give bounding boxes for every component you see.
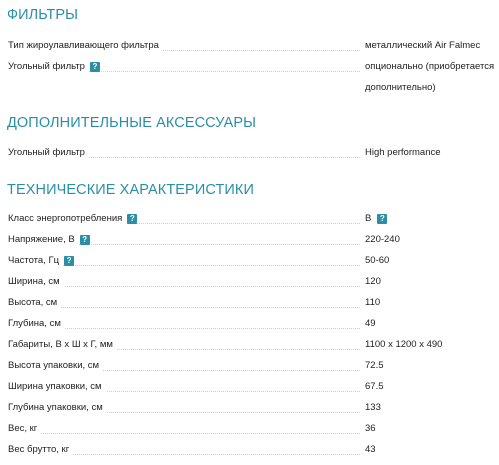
spec-value: B [365,213,372,224]
spec-label: Угольный фильтр [8,60,89,73]
spec-row-grease-filter [0,39,499,55]
spec-row-width [0,275,499,291]
spec-value: 43 [365,444,376,455]
spec-label: Глубина, см [8,317,65,330]
spec-value: 50-60 [365,255,390,266]
spec-value: High performance [365,147,441,158]
spec-label: Высота упаковки, см [8,359,103,372]
spec-label: Угольный фильтр [8,146,89,159]
spec-value: 49 [365,318,376,329]
spec-label: Частота, Гц [8,254,63,267]
spec-row-voltage [0,233,499,249]
spec-row-depth [0,317,499,333]
spec-row-gross-weight [0,443,499,459]
spec-row-frequency [0,254,499,270]
spec-value-line: дополнительно) [365,82,436,93]
spec-row-dimensions [0,338,499,354]
help-icon[interactable]: ? [127,214,137,224]
spec-label: Класс энергопотребления [8,212,126,225]
section-title-specs: ТЕХНИЧЕСКИЕ ХАРАКТЕРИСТИКИ [7,182,254,198]
spec-label: Глубина упаковки, см [8,401,107,414]
spec-value: 120 [365,276,381,287]
spec-label: Ширина упаковки, см [8,380,106,393]
spec-label: Вес, кг [8,422,41,435]
spec-label: Тип жироулавливающего фильтра [8,39,163,52]
help-icon[interactable]: ? [64,256,74,266]
spec-row-package-depth [0,401,499,417]
spec-label: Ширина, см [8,275,64,288]
spec-value: 67.5 [365,381,384,392]
spec-value: 133 [365,402,381,413]
spec-label: Высота, см [8,296,61,309]
spec-row-energy-class [0,212,499,228]
spec-value: 1100 x 1200 x 490 [365,339,443,350]
section-title-filters: ФИЛЬТРЫ [7,7,79,23]
spec-value: 220-240 [365,234,400,245]
help-icon[interactable]: ? [377,214,387,224]
row-divider [8,433,360,434]
spec-row-package-width [0,380,499,396]
spec-row-height [0,296,499,312]
spec-value: 110 [365,297,381,308]
spec-row-carbon-filter [0,60,499,94]
help-icon[interactable]: ? [80,235,90,245]
spec-label: Габариты, В х Ш х Г, мм [8,338,117,351]
spec-value [365,56,494,98]
help-icon[interactable]: ? [90,62,100,72]
section-title-accessories: ДОПОЛНИТЕЛЬНЫЕ АКСЕССУАРЫ [7,115,257,131]
spec-row-weight [0,422,499,438]
spec-label: Вес брутто, кг [8,443,73,456]
spec-label: Напряжение, В [8,233,79,246]
spec-row-accessory-carbon-filter [0,146,499,162]
spec-value-line: опционально (приобретается [365,61,495,72]
spec-value: 72.5 [365,360,384,371]
spec-value: 36 [365,423,376,434]
spec-row-package-height [0,359,499,375]
spec-value: металлический Air Falmec [365,40,481,51]
